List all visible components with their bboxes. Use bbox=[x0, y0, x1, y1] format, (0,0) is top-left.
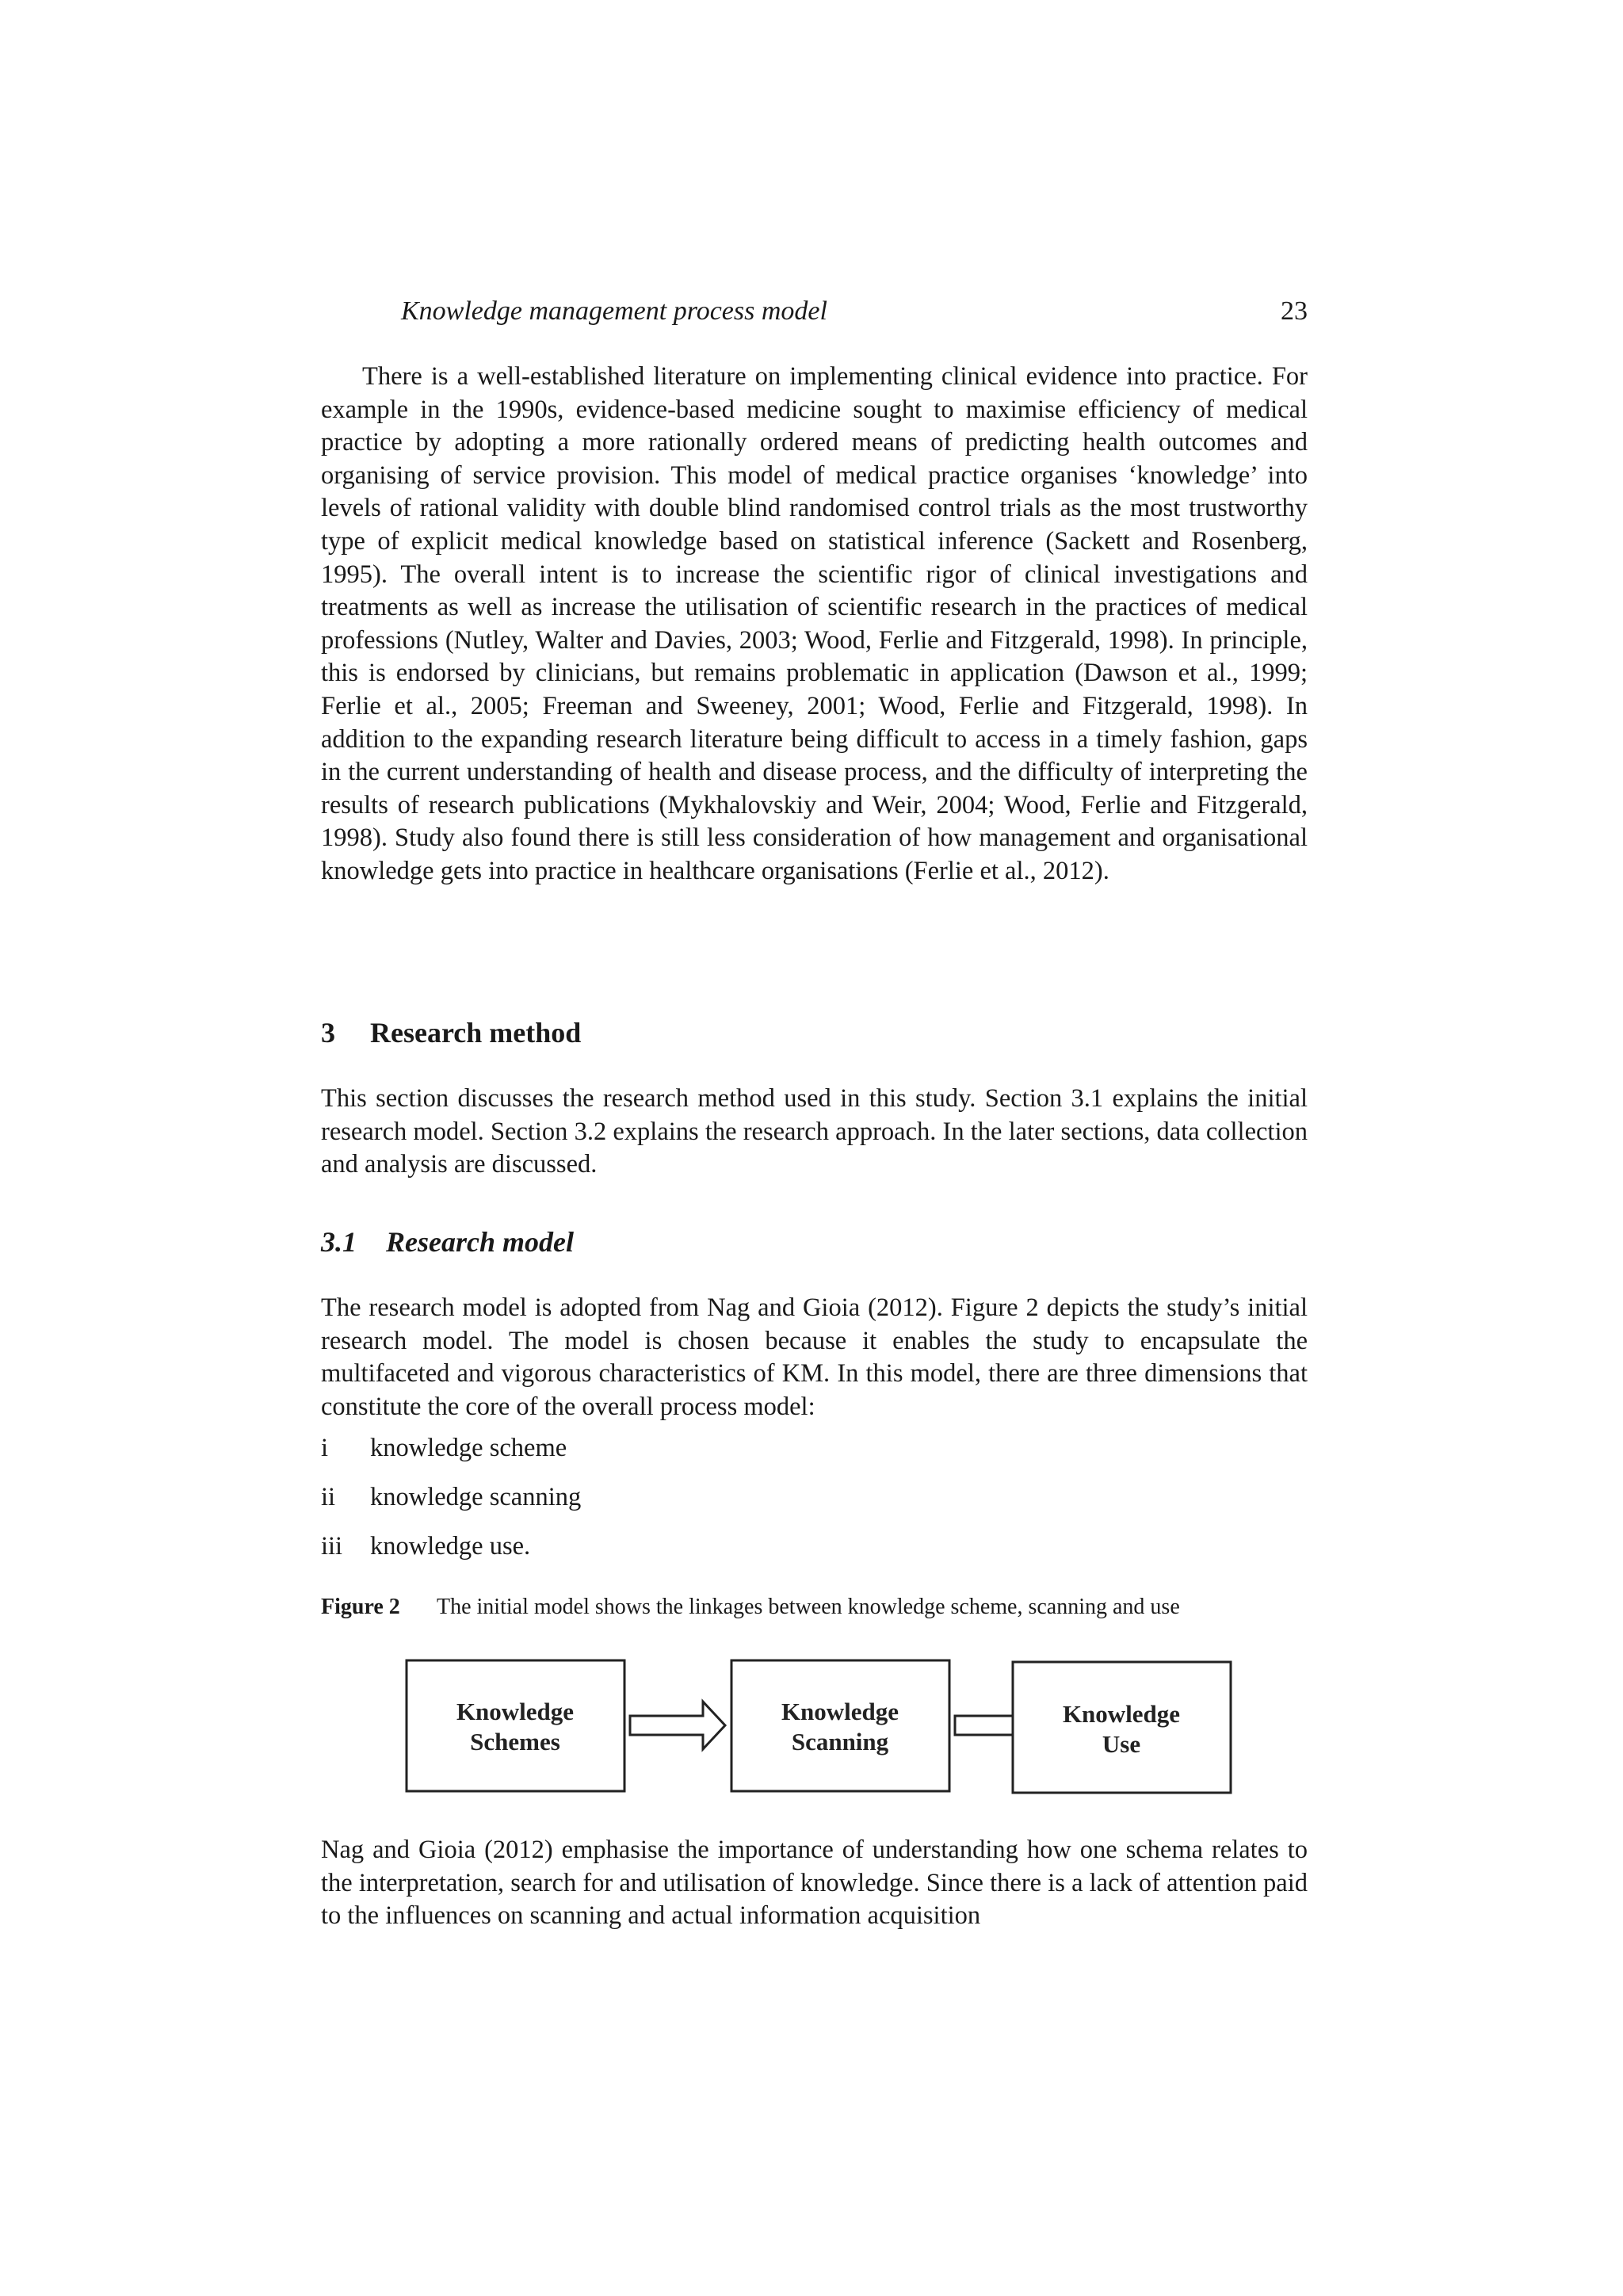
arrow-right-icon bbox=[630, 1702, 725, 1749]
figure-label: Figure 2 bbox=[321, 1595, 400, 1619]
list-marker: ii bbox=[321, 1483, 336, 1511]
list-item-text: knowledge use. bbox=[370, 1532, 531, 1561]
subsection-title: Research model bbox=[386, 1226, 574, 1258]
running-header-title: Knowledge management process model bbox=[401, 296, 827, 326]
node-knowledge-use bbox=[1013, 1662, 1231, 1793]
node-label-line: Scanning bbox=[791, 1728, 889, 1755]
node-label-line: Schemes bbox=[470, 1728, 560, 1755]
section-number: 3 bbox=[321, 1017, 335, 1049]
node-label-line: Use bbox=[1102, 1730, 1141, 1758]
list-marker: iii bbox=[321, 1532, 343, 1561]
figure-diagram bbox=[400, 1652, 1240, 1803]
node-label-line: Knowledge bbox=[456, 1698, 575, 1725]
figure-caption-text: The initial model shows the linkages between knowledge scheme, scanning and use bbox=[437, 1595, 1180, 1619]
node-knowledge-scanning bbox=[731, 1660, 949, 1791]
list-marker: i bbox=[321, 1434, 329, 1462]
node-label-line: Knowledge bbox=[781, 1698, 899, 1725]
list-item bbox=[321, 1480, 581, 1530]
page-number: 23 bbox=[1281, 296, 1308, 326]
list-item-text: knowledge scheme bbox=[370, 1434, 567, 1462]
list-item bbox=[321, 1530, 581, 1579]
closing-paragraph: Nag and Gioia (2012) emphasise the importance of understanding how one schema relates to the interpretation, search for and utilisation of knowledge. Since there is a lack of attention paid to the influences on scanning and actual information acquisition bbox=[321, 1836, 1308, 1931]
dimension-list bbox=[321, 1431, 581, 1579]
node-knowledge-schemes bbox=[407, 1660, 624, 1791]
figure-caption bbox=[321, 1591, 1180, 1623]
research-model-paragraph: The research model is adopted from Nag and Gioia (2012). Figure 2 depicts the study’s initial research model. The model is chosen because it enables the study to encapsulate the multifaceted and vigorous characteristics of KM. In this model, there are three dimensions that constitute the core of the overall process model: bbox=[321, 1293, 1308, 1421]
list-item bbox=[321, 1431, 581, 1480]
body-paragraph-1: There is a well-established literature on implementing clinical evidence into practice. For example in the 1990s, evidence-based medicine sought to maximise efficiency of medical practice by adopting a more rationally ordered means of predicting health outcomes and organising of service provision. This model of medical practice organises ‘knowledge’ into levels of rational validity with double blind randomised control trials as the most trustworthy type of explicit medical knowledge based on statistical inference (Sackett and Rosenberg, 1995). The overall intent is to increase the scientific rigor of clinical investigations and treatments as well as increase the utilisation of scientific research in the practices of medical professions (Nutley, Walter and Davies, 2003; Wood, Ferlie and Fitzgerald, 1998). In principle, this is endorsed by clinicians, but remains problematic in application (Dawson et al., 1999; Ferlie et al., 2005; Freeman and Sweeney, 2001; Wood, Ferlie and Fitzgerald, 1998). In addition to the expanding research literature being difficult to access in a timely fashion, gaps in the current understanding of health and disease process, and the difficulty of interpreting the results of research publications (Mykhalovskiy and Weir, 2004; Wood, Ferlie and Fitzgerald, 1998). Study also found there is still less consideration of how management and organisational knowledge gets into practice in healthcare organisations (Ferlie et al., 2012). bbox=[321, 362, 1308, 885]
section-title: Research method bbox=[370, 1017, 582, 1049]
section-heading-research-method bbox=[321, 1014, 581, 1051]
section-intro-paragraph: This section discusses the research method used in this study. Section 3.1 explains the initial research model. Section 3.2 explains the research approach. In the later sections, data collection and analysis are discussed. bbox=[321, 1084, 1308, 1179]
node-label-line: Knowledge bbox=[1062, 1700, 1181, 1728]
subsection-number: 3.1 bbox=[321, 1226, 357, 1258]
list-item-text: knowledge scanning bbox=[370, 1483, 582, 1511]
subsection-heading-research-model bbox=[321, 1224, 574, 1260]
